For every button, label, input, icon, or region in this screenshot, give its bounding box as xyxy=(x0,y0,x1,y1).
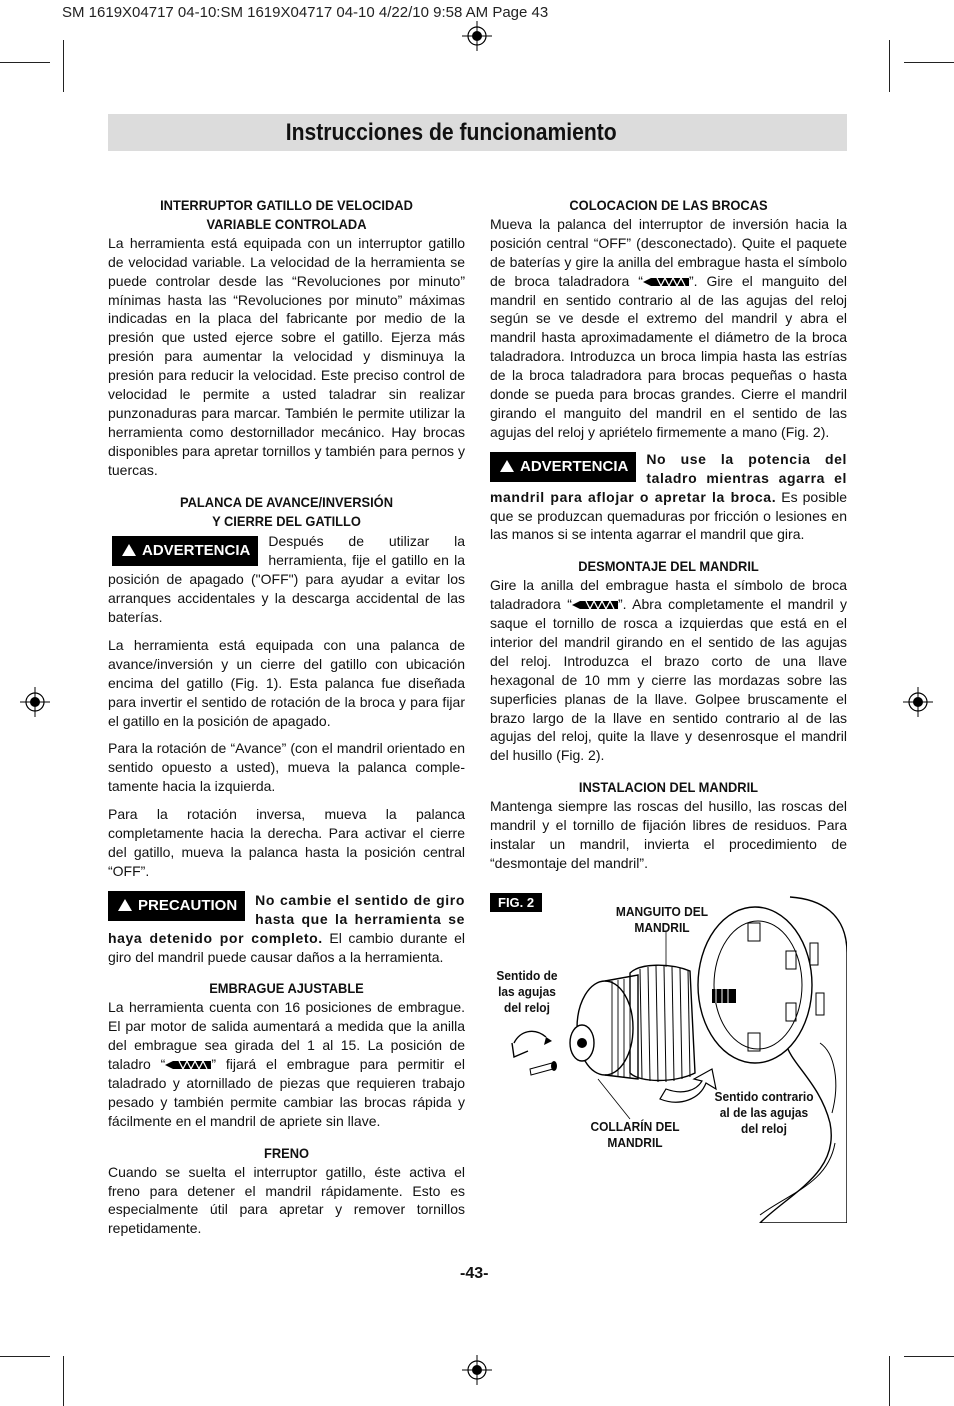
crop-mark xyxy=(0,62,50,63)
right-column xyxy=(490,196,847,873)
caution-text: El cambio durante el giro del mandril puede causar daños a la herramienta. xyxy=(108,929,465,965)
registration-mark-icon xyxy=(462,21,492,51)
paragraph: Cuando se suelta el interruptor gatillo, éste activa el freno para detener el mandril rápidamente. Esto es especialmente útil para apretar y remover tornillos repetidamente. xyxy=(108,1163,465,1237)
text-run: ”. Abra completamente el mandril y saque el tornillo de rosca a izquierdas que está en el interior del mandril girando en el sentido de las agujas del reloj. Introduzca el brazo corto de una llave hexagonal de 10 mm y cierre las mordazas sobre las superficies planas de la llave. Golpee bruscamente el brazo largo de la llave en sentido contrario al de las agujas del reloj, quite la llave y desenrosque el mandril del husillo (Fig. 2). xyxy=(490,596,847,764)
caution-bold-text: No cambie el sentido de giro hasta que la herramienta se haya detenido por completo. xyxy=(108,891,465,946)
caution-paragraph xyxy=(108,891,465,967)
section-heading: COLOCACION DE LAS BROCAS xyxy=(569,197,768,213)
figure-2 xyxy=(490,893,847,1223)
section-heading: VARIABLE CONTROLADA xyxy=(206,215,367,232)
paragraph: Para la rotación inversa, mueva la palanca completamente hacia la derecha. Para activar el cierre del gatillo, mueva la palanca hasta la posición central “OFF”. xyxy=(108,806,465,879)
section-heading: Y CIERRE DEL GATILLO xyxy=(212,512,361,529)
drill-bit-icon xyxy=(165,1060,211,1070)
registration-mark-icon xyxy=(20,687,50,717)
figure-label-sleeve: MANGUITO DEL MANDRIL xyxy=(615,904,709,935)
text-run: La herramienta cuenta con 16 posiciones de embrague. El par motor de salida aumentará a medida que la anilla del embrague sea girada del 1 al 15. La posición de taladro “ xyxy=(108,999,465,1073)
crop-mark xyxy=(904,1356,954,1357)
warning-badge xyxy=(490,452,636,482)
warning-paragraph xyxy=(108,532,465,627)
registration-mark-icon xyxy=(903,687,933,717)
registration-mark-icon xyxy=(462,1355,492,1385)
warning-bold-text: No use la potencia del taladro mientras agarra el mandril para aflojar o apretar la broca. xyxy=(490,450,847,505)
paragraph: Para la rotación de “Avance” (con el mandril orientado en sentido opuesto a usted), mueva la palanca comple-tamente hacia la izquierda. xyxy=(108,740,465,795)
warning-badge xyxy=(112,536,258,566)
caution-label: PRECAUTION xyxy=(138,896,238,914)
text-run: Mueva la palanca del interruptor de inversión hacia la posición central “OFF” (desconectado). Quite el paquete de baterías y gire la anilla del embrague hasta el símbolo de broca taladradora “ xyxy=(490,215,847,289)
figure-label-collar: COLLARÍN DEL MANDRIL xyxy=(590,1119,680,1150)
section-heading: PALANCA DE AVANCE/INVERSIÓN xyxy=(179,493,394,510)
paragraph: La herramienta está equipada con una palanca de avance/inversión y un cierre del gatillo con ubicación encima del gatillo (Fig. 1). Esta palanca fue diseñada para invertir el sentido de rotación de la broca y para fijar el gatillo en la posición de apagado. xyxy=(108,636,465,729)
crop-mark xyxy=(889,40,890,92)
paragraph: La herramienta está equipada con un interruptor gatillo de velocidad variable. La velocidad de la herramienta se puede controlar desde las “Revoluciones por minuto” mínimas hasta las “Revoluciones por minuto” máximas indicadas en la placa del fabricante por medio de la presión que usted ejerce sobre el gatillo. Ejerza más presión para aumentar la velocidad y disminuya la presión para reducir la velocidad. Este preciso control de velocidad le permite a usted taladrar sin realizar punzonaduras para marcar. También le permite utilizar la herramienta como destornillador mecánico. Hay brocas disponibles para apretar tornillos y también para pernos y tuercas. xyxy=(108,234,465,478)
paragraph: Mantenga siempre las roscas del husillo, las roscas del mandril y el tornillo de fijación libres de residuos. Para instalar un mandril, invierta el procedimiento de “desmontaje del mandril”. xyxy=(490,798,847,871)
warning-triangle-icon: ! xyxy=(118,899,132,911)
caution-badge xyxy=(108,891,245,921)
page-title: Instrucciones de funcionamiento xyxy=(285,119,617,146)
section-heading: INTERRUPTOR GATILLO DE VELOCIDAD xyxy=(160,197,413,213)
text-run: ”. Gire el manguito del mandril en sentido contrario al de las agujas del reloj según se ve desde el extremo del mandril y abra el mandril hasta aproximadamente el diámetro de la broca taladradora. Introduzca un broca limpia hasta las estrías de la broca taladradora para brocas pequeñas o hasta donde se pueda para brocas grandes. Cierre el mandril girando el manguito del mandril en el sentido de las agujas del reloj y apriételo firmemente a mano (Fig. 2). xyxy=(490,272,847,440)
warning-text: Después de utilizar la herramienta, fije el gatillo en la posición de apagado ("OFF") para ayudar a evitar los arranques accidentales y la descarga accidental de las baterías. xyxy=(108,533,465,626)
text-run: Gire la anilla del embrague hasta el símbolo de broca taladradora “ xyxy=(490,577,847,613)
paragraph xyxy=(490,576,847,765)
warning-triangle-icon: ! xyxy=(122,544,136,556)
crop-mark xyxy=(63,1356,64,1406)
figure-label-clockwise: Sentido de las agujas del reloj xyxy=(496,968,558,1015)
print-slug: SM 1619X04717 04-10:SM 1619X04717 04-10 4/22/10 9:58 AM Page 43 xyxy=(62,4,549,21)
warning-paragraph xyxy=(490,450,847,545)
warning-text: Es posible que se produzcan quemaduras por fricción o lesiones en las manos si se intenta agarrar el mandril que gira. xyxy=(490,488,847,543)
warning-label: ADVERTENCIA xyxy=(520,457,629,475)
section-heading: EMBRAGUE AJUSTABLE xyxy=(209,980,364,997)
warning-triangle-icon: ! xyxy=(500,460,514,472)
figure-tag: FIG. 2 xyxy=(490,893,542,912)
paragraph xyxy=(108,998,465,1130)
text-run: ” fijará el embrague para permitir el taladrado y atornillado de piezas que requieren trabajo pesado y también permite cambiar las brocas rápida y fácilmente en el mandril de apriete sin llave. xyxy=(108,1056,465,1129)
section-heading: INSTALACION DEL MANDRIL xyxy=(578,779,759,796)
drill-bit-icon xyxy=(643,277,689,287)
section-heading: DESMONTAJE DEL MANDRIL xyxy=(578,558,759,575)
drill-bit-icon xyxy=(572,600,618,610)
section-heading: FRENO xyxy=(263,1144,310,1161)
paragraph xyxy=(490,215,847,442)
title-band xyxy=(108,114,847,151)
page-number: -43- xyxy=(460,1265,489,1282)
crop-mark xyxy=(904,62,954,63)
left-column xyxy=(108,196,465,1238)
chuck-illustration xyxy=(490,893,847,1223)
figure-label-counterclockwise: Sentido contrario al de las agujas del reloj xyxy=(714,1089,814,1136)
crop-mark xyxy=(889,1356,890,1406)
warning-label: ADVERTENCIA xyxy=(142,542,251,560)
crop-mark xyxy=(63,40,64,92)
crop-mark xyxy=(0,1356,50,1357)
